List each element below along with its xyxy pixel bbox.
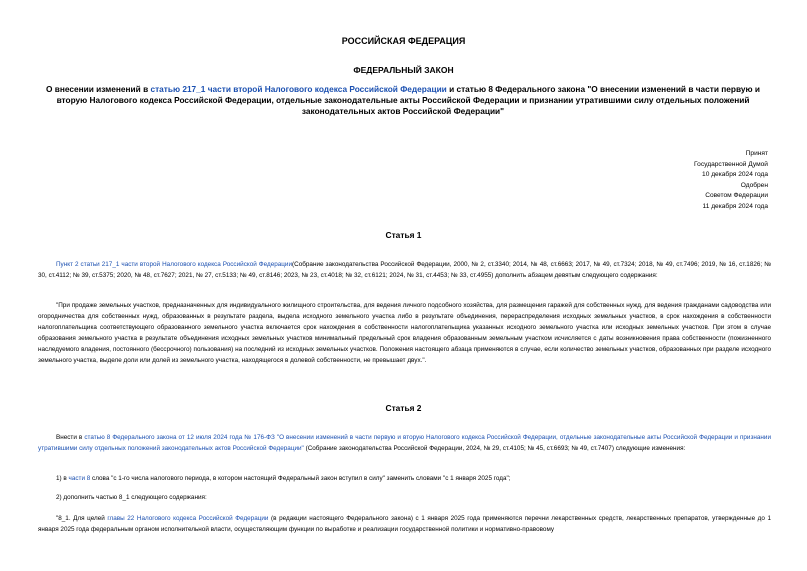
law-type-heading: ФЕДЕРАЛЬНЫЙ ЗАКОН: [353, 65, 454, 75]
article-2-heading: Статья 2: [385, 403, 422, 413]
approved-label: Одобрен: [740, 181, 768, 189]
article-2-paragraph-1: [38, 432, 771, 454]
approved-date: 11 декабря 2024 года: [702, 202, 768, 210]
article-2-paragraph-4: [38, 513, 771, 557]
article-2-p2-a: 1) в: [56, 475, 69, 482]
accepted-by: Государственной Думой: [694, 160, 768, 168]
article-2-p2-b: слова "с 1-го числа налогового периода, в котором настоящий Федеральный закон вступил в силу" заменить словами "с 1 января 2025 года";: [90, 475, 511, 482]
article-1-p1-text: (Собрание законодательства Российской Федерации, 2000, № 2, ст.3340; 2014, № 48, ст.6663; 2017, № 49, ст.7324; 2018, № 49, ст.7496; 2019, № 16, ст.1826; № 30, ст.4112; № 39, ст.5375; 2020, № 48, ст.7627; 2021, № 27, ст.5133; № 49, ст.8146; 2023, № 23, ст.4018; № 32, ст.6121; 2024, № 31, ст.4453; № 33, ст.4955) дополнить абзацем девятым следующего содержания:: [38, 261, 771, 279]
article-2-p4-b: (в редакции настоящего Федерального закона) с 1 января 2025 года применяются перечни лекарственных средств, лекарственных препаратов, утвержденные до 1 января 2025 года федеральным органом исполнительной власти, осуществляющим функции по выработке и реализации государственной политики и нормативно-правовому: [38, 515, 771, 533]
article-2-p4-a: "8_1. Для целей: [56, 515, 108, 522]
accepted-date: 10 декабря 2024 года: [702, 171, 768, 179]
article-2-p1-a: Внести в: [56, 434, 85, 441]
article-2-link-part-8[interactable]: части 8: [68, 475, 91, 482]
title-rest: и статью 8 Федерального закона "О внесении изменений в части первую и вторую Налогового кодекса Российской Федерации, отдельные законодательные акты Российской Федерации и признании утратившими силу отдельных положений законодательных актов Российской Федерации": [56, 84, 760, 116]
article-2-link-chapter-22[interactable]: главы 22 Налогового кодекса Российской Федерации: [107, 515, 269, 522]
accepted-label: Принят: [745, 150, 768, 157]
article-2-paragraph-2: [38, 473, 771, 484]
article-1-heading: Статья 1: [385, 230, 422, 240]
article-1-paragraph-2: "При продаже земельных участков, предназначенных для индивидуального жилищного строительства, для ведения личного подсобного хозяйства, для размещения гаражей для собственных нужд, для ведения гражданами садоводства или огородничества для собственных нужд, образованных в результате раздела, выдела исходного земельного участка либо в результате объединения, перераспределения исходных земельных участков, в срок нахождения в собственности налогоплательщика соответствующего образованного земельного участка включается срок нахождения в собственности налогоплательщика указанных исходного земельного участка или исходных земельных участков. При этом в случае образования земельного участка в результате объединения исходных земельных участков минимальный предельный срок владения образованным земельным участком исчисляется с даты возникновения права собственности (пожизненного наследуемого владения, постоянного (бессрочного) пользования) на последний из исходных земельных участков. Положения настоящего абзаца применяются в случае, если количество земельных участков, образованных при разделе исходного земельного участка, выделе доли или долей из земельного участка, находящегося в долевой собственности, не превышает двух.".: [38, 302, 771, 364]
article-2-paragraph-3: 2) дополнить частью 8_1 следующего содержания:: [56, 494, 207, 501]
approved-by: Советом Федерации: [705, 192, 768, 200]
article-2-link-176fz[interactable]: статью 8 Федерального закона от 12 июля 2024 года № 176-ФЗ "О внесении изменений в части первую и вторую Налогового кодекса Российской Федерации, отдельные законодательные акты Российской Федерации и признании утратившими силу отдельных положений законодательных актов Российской Федерации": [38, 434, 771, 452]
article-1-link[interactable]: Пункт 2 статьи 217_1 части второй Налогового кодекса Российской Федерации: [56, 261, 293, 268]
acceptance-block: [608, 149, 768, 213]
article-2-p1-b: (Собрание законодательства Российской Федерации, 2024, № 29, ст.4105; № 45, ст.6693; № 49, ст.7407) следующие изменения:: [303, 445, 686, 452]
title-link-article-217-1[interactable]: статью 217_1 части второй Налогового кодекса Российской Федерации: [150, 84, 447, 94]
law-title: [38, 84, 768, 117]
country-heading: РОССИЙСКАЯ ФЕДЕРАЦИЯ: [341, 36, 466, 46]
title-prefix: О внесении изменений в: [46, 84, 151, 94]
article-1-paragraph-1: [38, 259, 771, 281]
